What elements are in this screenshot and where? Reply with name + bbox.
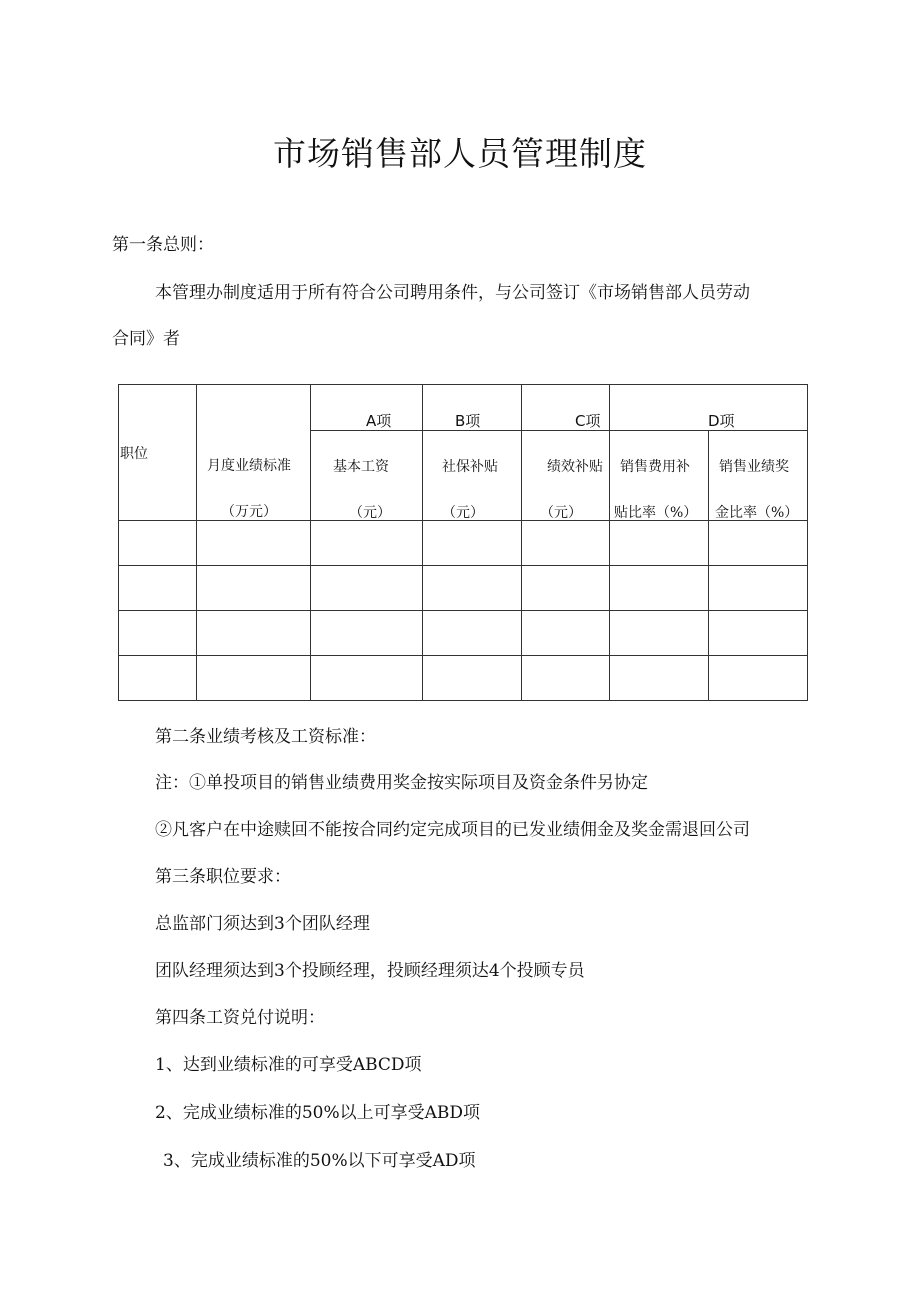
group-d-label: D项 (708, 412, 735, 430)
header-position-cell (119, 385, 197, 521)
header-base-salary-cell (311, 431, 423, 521)
header-sales-exp-cell (610, 431, 709, 521)
document-title: 市场销售部人员管理制度 (273, 134, 647, 173)
table-cell (610, 521, 709, 566)
group-c-label: C项 (575, 412, 601, 430)
table-cell (197, 611, 311, 656)
table-header-row-1 (119, 385, 808, 431)
table-cell (423, 521, 522, 566)
table-cell (119, 656, 197, 701)
article3-line2: 团队经理须达到3个投顾经理，投顾经理须达4个投顾专员 (155, 961, 585, 981)
article3-line1: 总监部门须达到3个团队经理 (155, 914, 370, 934)
article2-note1: 注：①单投项目的销售业绩费用奖金按实际项目及资金条件另协定 (155, 773, 648, 793)
table-cell (709, 521, 808, 566)
table-cell (423, 566, 522, 611)
table-cell (119, 566, 197, 611)
table-row (119, 656, 808, 701)
header-monthly-std-unit: （万元） (221, 504, 277, 520)
header-monthly-std-cell (197, 385, 311, 521)
table-cell (610, 656, 709, 701)
header-group-b (423, 385, 522, 431)
table-cell (522, 656, 610, 701)
table-cell (311, 656, 423, 701)
header-group-d (610, 385, 808, 431)
table-cell (311, 566, 423, 611)
header-sales-exp-line1: 销售费用补 (620, 459, 690, 475)
table-cell (423, 656, 522, 701)
table-cell (522, 611, 610, 656)
header-sales-bonus-line2: 金比率（%） (715, 505, 799, 521)
table-cell (709, 611, 808, 656)
table-cell (709, 566, 808, 611)
article4-item2: 2、完成业绩标准的50%以上可享受ABD项 (155, 1103, 480, 1123)
article3-heading: 第三条职位要求： (155, 867, 291, 887)
header-group-c (522, 385, 610, 431)
table-cell (197, 566, 311, 611)
header-monthly-std: 月度业绩标准 (207, 458, 291, 474)
header-social-cell (423, 431, 522, 521)
article2-heading: 第二条业绩考核及工资标准： (155, 727, 376, 747)
table-cell (311, 521, 423, 566)
table-row (119, 611, 808, 656)
header-perf-unit: （元） (540, 505, 582, 521)
header-perf-cell (522, 431, 610, 521)
article4-item1: 1、达到业绩标准的可享受ABCD项 (155, 1055, 422, 1075)
table-cell (522, 521, 610, 566)
header-social-unit: （元） (442, 505, 484, 521)
article4-heading: 第四条工资兑付说明： (155, 1008, 325, 1028)
table-cell (197, 656, 311, 701)
salary-table (118, 384, 808, 701)
header-sales-exp-line2: 贴比率（%） (614, 505, 698, 521)
table-cell (197, 521, 311, 566)
table-cell (522, 566, 610, 611)
table-cell (119, 521, 197, 566)
table-cell (610, 611, 709, 656)
article1-heading: 第一条总则： (112, 235, 214, 255)
header-base-salary: 基本工资 (333, 459, 389, 475)
table-row (119, 521, 808, 566)
header-social: 社保补贴 (442, 459, 498, 475)
table-cell (610, 566, 709, 611)
table-cell (119, 611, 197, 656)
article4-item3: 3、完成业绩标准的50%以下可享受AD项 (163, 1151, 476, 1171)
group-a-label: A项 (366, 412, 392, 430)
table-row (119, 566, 808, 611)
article1-body-line1: 本管理办制度适用于所有符合公司聘用条件，与公司签订《市场销售部人员劳动 (155, 283, 750, 303)
header-base-salary-unit: （元） (349, 505, 391, 521)
header-perf: 绩效补贴 (547, 459, 603, 475)
table-cell (423, 611, 522, 656)
article2-note2: ②凡客户在中途赎回不能按合同约定完成项目的已发业绩佣金及奖金需退回公司 (155, 820, 750, 840)
table-cell (709, 656, 808, 701)
article1-body-line2: 合同》者 (112, 329, 180, 349)
header-position: 职位 (120, 446, 148, 462)
group-b-label: B项 (455, 412, 481, 430)
header-sales-bonus-cell (709, 431, 808, 521)
header-group-a (311, 385, 423, 431)
table-cell (311, 611, 423, 656)
header-sales-bonus-line1: 销售业绩奖 (719, 459, 789, 475)
